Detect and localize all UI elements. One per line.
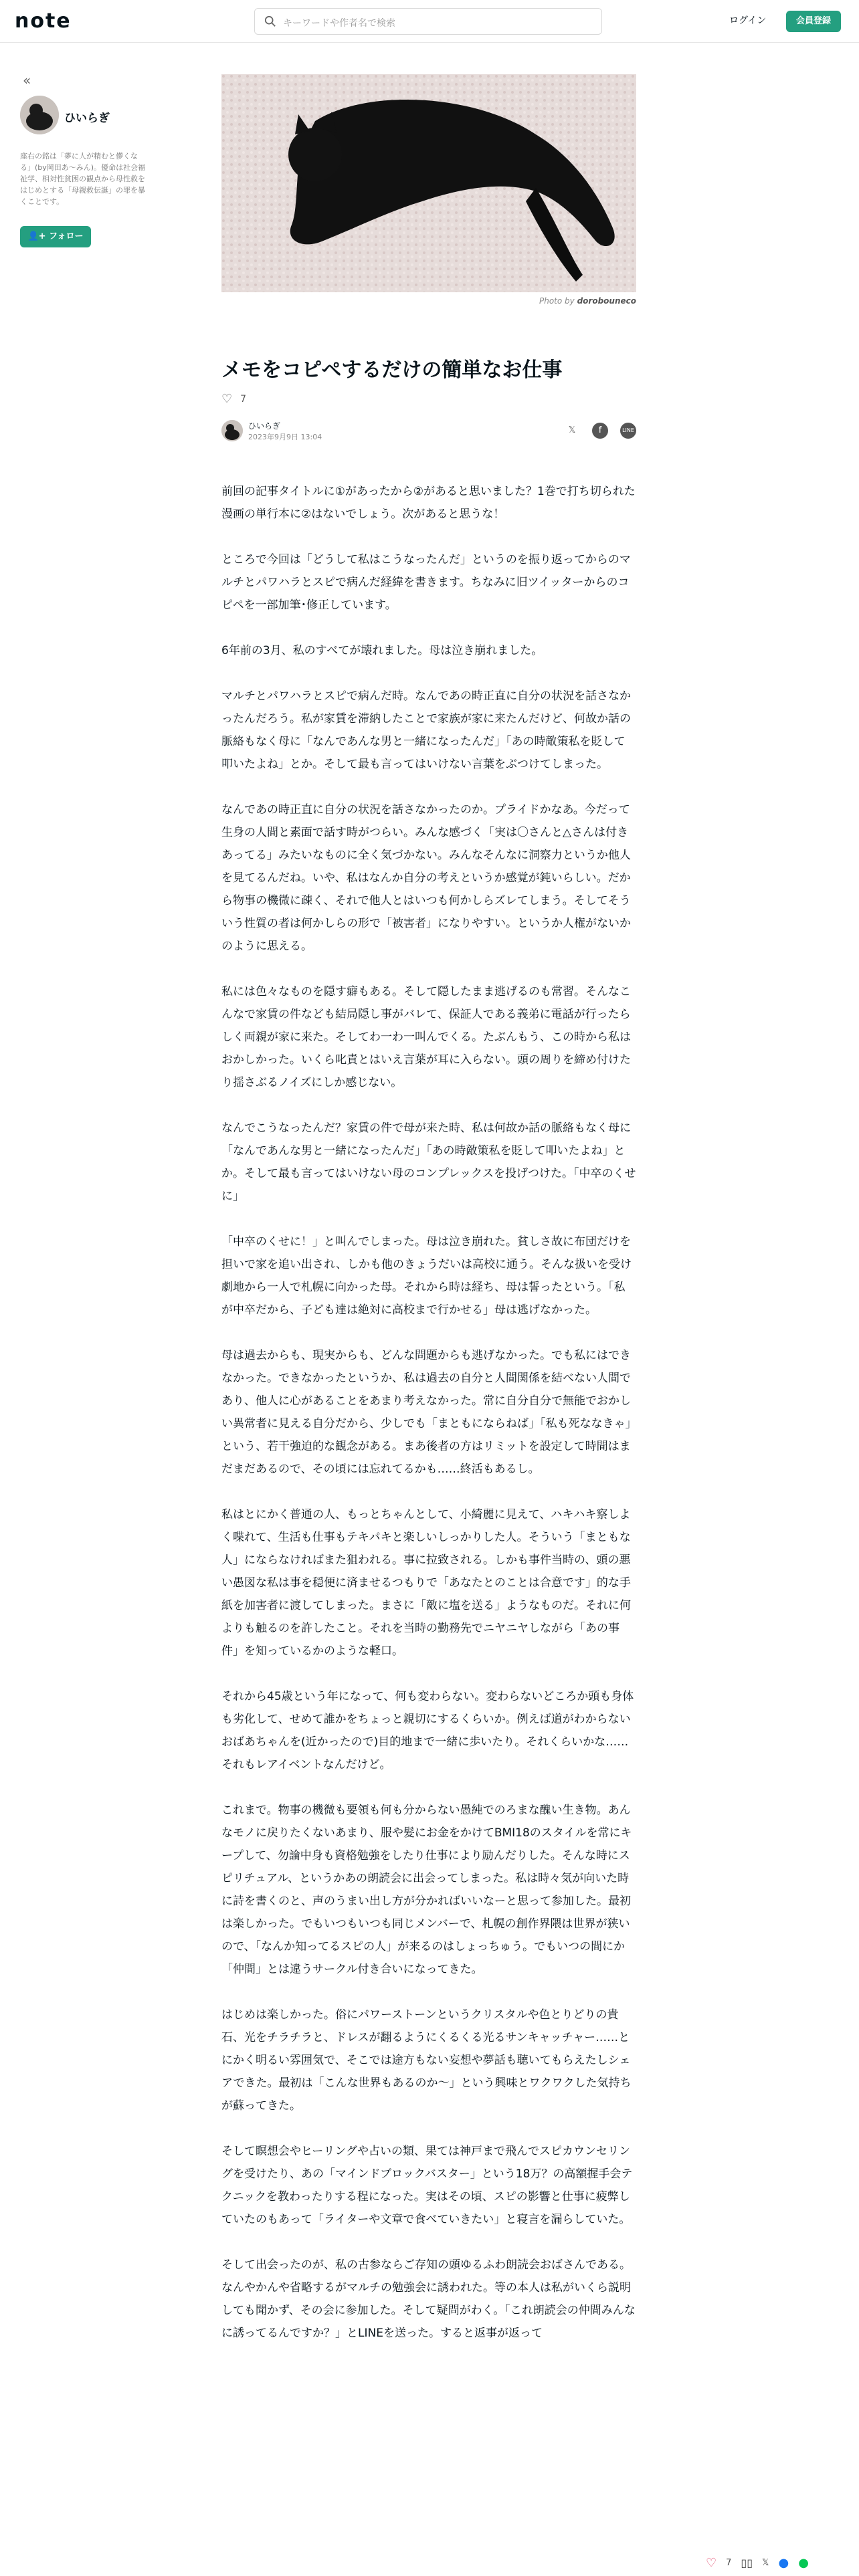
- add-user-icon: 👤+: [27, 231, 46, 241]
- note-logo[interactable]: note: [15, 9, 72, 33]
- share-buttons: [564, 423, 636, 439]
- photo-credit: Photo by dorobouneco: [539, 296, 636, 306]
- paragraph: そして瞑想会やヒーリングや占いの類、果ては神戸まで飛んでスピカウンセリングを受けたり、あの「マインドブロックバスター」という18万？の高額握手会テクニックを教わったりする程になった。実はその頃、スピの影響と仕事に疲弊していたのもあって「ライターや文章で食べていきたい」と寝言を漏らしていた。: [221, 2145, 633, 2226]
- heart-icon[interactable]: ♡: [221, 392, 233, 406]
- black-cat-photo: [221, 74, 636, 292]
- floating-like-count[interactable]: 7: [726, 2557, 732, 2568]
- paragraph: 前回の記事タイトルに①があったから②があると思いました？1巻で打ち切られた漫画の単行本に②はないでしょう。次があると思うな！: [221, 485, 636, 521]
- paragraph: 私はとにかく普通の人、もっとちゃんとして、小綺麗に見えて、ハキハキ察しよく喋れて、生活も仕事もテキパキと楽しいしっかりした人。そういう「まともな人」にならなければまた狙われる。事に拉致される。しかも事件当時の、頭の悪い愚図な私は事を穏便に済ませるつもりで「あなたとのことは合意です」的な手紙を加害者に渡してしまった。まさに「敵に塩を送る」ようなものだ。それに何よりも触るのを許したこと。それを当時の勤務先でニヤニヤしながら「あの事件」を知っているかのような軽口。: [221, 1508, 631, 1658]
- author-name[interactable]: ひいらぎ: [64, 112, 110, 125]
- x-share-icon[interactable]: 𝕏: [762, 2557, 769, 2568]
- article-title: メモをコピペするだけの簡単なお仕事: [221, 358, 563, 382]
- heart-icon[interactable]: ♡: [706, 2555, 717, 2570]
- line-share-icon[interactable]: LINE: [620, 423, 636, 439]
- black-cat-avatar-image: [20, 96, 59, 134]
- floating-action-bar: [706, 2549, 859, 2576]
- publish-date: 2023年9月9日 13:04: [248, 433, 322, 441]
- author-avatar[interactable]: [20, 96, 59, 134]
- photo-credit-name[interactable]: dorobouneco: [577, 296, 636, 306]
- search-input[interactable]: [254, 8, 602, 35]
- byline-author[interactable]: ひいらぎ: [248, 421, 281, 431]
- paragraph: ところで今回は「どうして私はこうなったんだ」というのを振り返ってからのマルチとパワハラとスピで病んだ経緯を書きます。ちなみに旧ツイッターからのコピペを一部加筆･修正しています。: [221, 553, 631, 612]
- paragraph: 6年前の3月、私のすべてが壊れました。母は泣き崩れました。: [221, 644, 543, 657]
- search-placeholder: キーワードや作者名で検索: [283, 18, 395, 29]
- login-link[interactable]: ログイン: [729, 15, 767, 26]
- paragraph: 母は過去からも、現実からも、どんな問題からも逃げなかった。でも私にはできなかった。できなかったというか、私は過去の自分と人間関係を結べない人間であり、他人に心があることをあまり考えなかった。常に自分自分で無能でおかしい異常者に見える自分だから、少しでも「まともにならねば」「私も死ななきゃ」という、若干強迫的な観念がある。まあ後者の方はリミットを設定して時間はまだまだあるので、その頃には忘れてるかも……終活もあるし。: [221, 1349, 631, 1476]
- paragraph: 私には色々なものを隠す癖もある。そして隠したまま逃げるのも常習。そんなこんなで家賃の件なども結局隠し事がバレて、保証人である義弟に電話が行ったらしく両親が家に来た。そしてわ一わ一叫んでくる。たぶんもう、この時から私はおかしかった。いくら叱責とはいえ言葉が耳に入らない。頭の周りを締め付けたり揺さぶるノイズにしか感じない。: [221, 985, 631, 1089]
- paragraph: なんであの時正直に自分の状況を話さなかったのか。プライドかなあ。今だって生身の人間と素面で話す時がつらい。みんな感づく「実は〇さんと△さんは付きあってる」みたいなものに全く気づかない。みんなそんなに洞察力というか他人を見てるんだね。いや、私はなんか自分の考えというか感覚が鈍いらしい。だから物事の機微に疎く、それで他人とはいつも何かしらズレてしまう。そしてそういう性質の者は何かしらの形で「被害者」になりやすい。というか人権がないかのように思える。: [221, 803, 631, 953]
- like-count[interactable]: 7: [240, 393, 247, 405]
- follow-label: フォロー: [49, 231, 84, 241]
- paragraph: はじめは楽しかった。俗にパワーストーンというクリスタルや色とりどりの貴石、光をチラチラと、ドレスが翻るようにくるくる光るサンキャッチャー……とにかく明るい雰囲気で、そこでは途方もない妄想や夢話も聴いてもらえたしシェアできた。最初は「こんな世界もあるのか～」という興味とワクワクした気持ちが蘇ってきた。: [221, 2008, 632, 2113]
- facebook-share-icon[interactable]: ●: [778, 2555, 789, 2570]
- article-body: [221, 480, 636, 2367]
- black-cat-avatar-image: [221, 420, 243, 441]
- x-share-icon[interactable]: 𝕏: [568, 425, 576, 435]
- byline: [221, 420, 636, 444]
- search-icon: [264, 15, 276, 27]
- paragraph: そして出会ったのが、私の古参ならご存知の頭ゆるふわ朗読会おばさんである。なんやかんや省略するがマルチの勉強会に誘われた。等の本人は私がいくら説明しても聞かず、その会に参加した。そして疑問がわく。「これ朗読会の仲間みんなに誘ってるんですか？」とLINEを送った。すると返事が返って: [221, 2258, 636, 2340]
- byline-avatar[interactable]: [221, 420, 243, 441]
- signup-button[interactable]: 会員登録: [786, 11, 841, 32]
- like-area: [221, 392, 246, 406]
- author-bio: 座右の銘は「夢に人が精むと儚くなる」(by岡田あ〜みん)。優命は社会福祉学、相対性貧困の観点から母性救をはじめとする「母親救伝誕」の罪を暴くことです。: [20, 152, 146, 206]
- paragraph: なんでこうなったんだ？家賃の件で母が来た時、私は何故か話の脈絡もなく母に「なんであんな男と一緒になったんだ」「あの時敵策私を貶して叩いたよね」とか。そして最も言ってはいけない母のコンプレックスを投げつけた。「中卒のくせに」: [221, 1121, 636, 1203]
- line-share-icon[interactable]: ●: [798, 2555, 809, 2570]
- hero-image: [221, 74, 636, 292]
- follow-button[interactable]: [20, 226, 91, 247]
- magazine-icon[interactable]: ▯▯: [741, 2556, 753, 2569]
- paragraph: それから45歳という年になって、何も変わらない。変わらないどころか頭も身体も劣化して、せめて誰かをちょっと親切にするくらいか。例えば道がわからないおばあちゃんを(近かったので)目的地まで一緒に歩いたり。それくらいかな……それもレアイベントなんだけど。: [221, 1690, 634, 1772]
- collapse-sidebar-icon[interactable]: «: [23, 72, 31, 88]
- site-header: [0, 0, 859, 43]
- paragraph: これまで。物事の機微も要領も何も分からない愚純でのろまな醜い生き物。あんなモノに戻りたくないあまり、服や髪にお金をかけてBMI18のスタイルを常にキープして、勿論中身も資格勉強をしたり仕事により励んだりした。そんな時にスピリチュアル、というかあの朗読会に出会ってしまった。私は時々気が向いた時に詩を書くのと、声のうまい出し方が分かればいいなーと思って参加した。最初は楽しかった。でもいつもいつも同じメンバーで、札幌の創作界隈は世界が狭いので、「なんか知ってるスピの人」が来るのはしょっちゅう。でもいつの間にか「仲間」とは違うサークル付き合いになってきた。: [221, 1804, 632, 1976]
- paragraph: 「中卒のくせに！」と叫んでしまった。母は泣き崩れた。貧しさ故に布団だけを担いで家を追い出され、しかも他のきょうだいは高校に通う。そんな扱いを受け劇地から一人で札幌に向かった母。それから時は経ち、母は誓ったという。「私が中卒だから、子ども達は絶対に高校まで行かせる」母は逃げなかった。: [221, 1235, 632, 1317]
- paragraph: マルチとパワハラとスピで病んだ時。なんであの時正直に自分の状況を話さなかったんだろう。私が家賃を滞納したことで家族が家に来たんだけど、何故か話の脈絡もなく母に「なんであんな男と一緒になったんだ」「あの時敵策私を貶して叩いたよね」とか。そして最も言ってはいけない言葉をぶつけてしまった。: [221, 689, 631, 771]
- facebook-share-icon[interactable]: f: [592, 423, 608, 439]
